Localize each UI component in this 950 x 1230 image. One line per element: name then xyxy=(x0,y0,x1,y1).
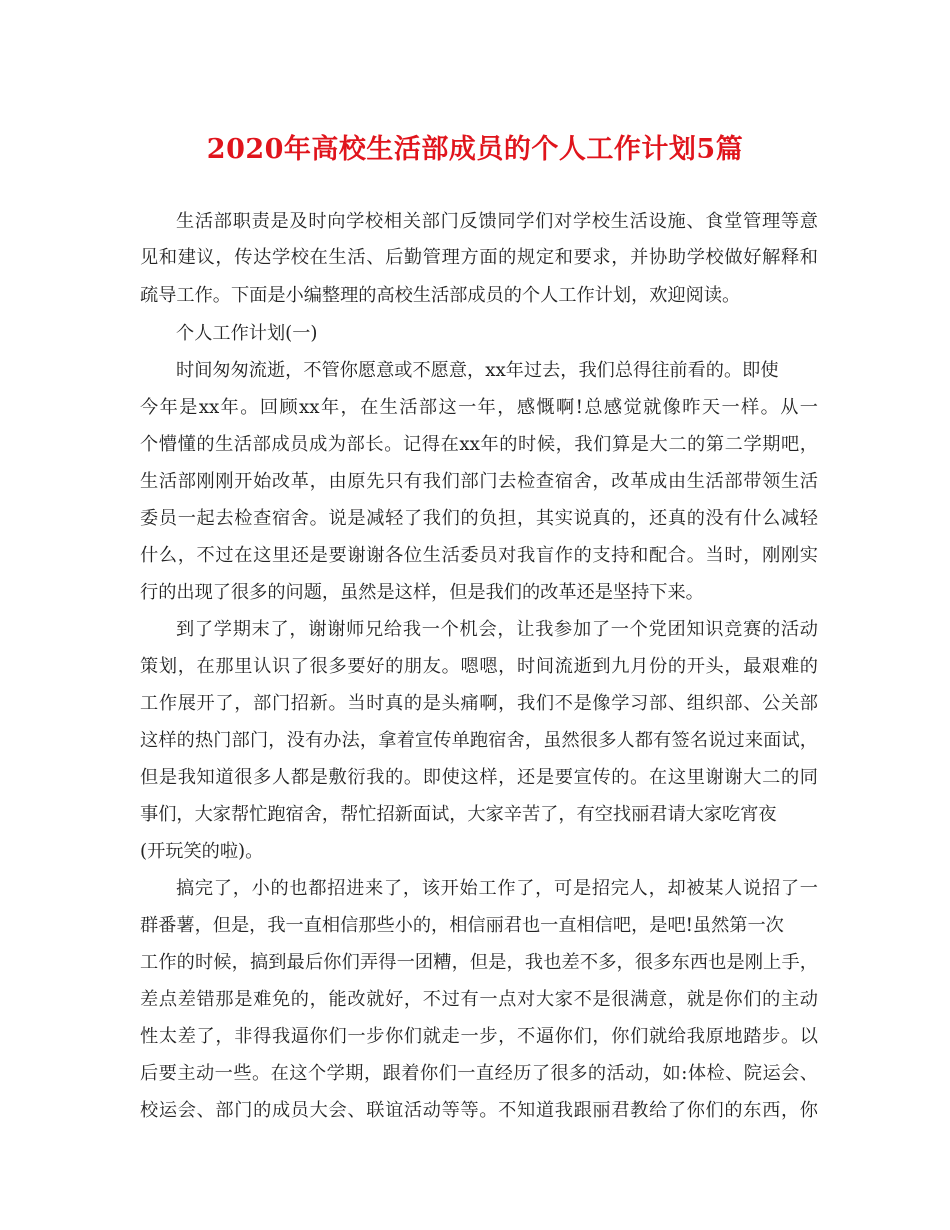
paragraph-line: 这样的热门部门，没有办法，拿着宣传单跑宿舍，虽然很多人都有签名说过来面试， xyxy=(140,730,818,751)
paragraph-line: 什么，不过在这里还是要谢谢各位生活委员对我盲作的支持和配合。当时，刚刚实 xyxy=(140,545,818,566)
paragraph-line: 行的出现了很多的问题，虽然是这样，但是我们的改革还是坚持下来。 xyxy=(140,582,704,603)
paragraph-line: 时间匆匆流逝，不管你愿意或不愿意，xx年过去，我们总得往前看的。即使 xyxy=(176,360,779,381)
paragraph-line: 工作展开了，部门招新。当时真的是头痛啊，我们不是像学习部、组织部、公关部 xyxy=(140,693,818,714)
paragraph-line: 工作的时候，搞到最后你们弄得一团糟，但是，我也差不多，很多东西也是刚上手， xyxy=(140,952,818,973)
paragraph-line: 疏导工作。下面是小编整理的高校生活部成员的个人工作计划，欢迎阅读。 xyxy=(140,285,741,306)
paragraph-line: 性太差了，非得我逼你们一步你们就走一步，不逼你们，你们就给我原地踏步。以 xyxy=(140,1026,818,1047)
paragraph-line: 事们，大家帮忙跑宿舍，帮忙招新面试，大家辛苦了，有空找丽君请大家吃宵夜 xyxy=(140,804,777,825)
paragraph-line: 个懵懂的生活部成员成为部长。记得在xx年的时候，我们算是大二的第二学期吧， xyxy=(140,434,818,455)
paragraph-line: 生活部职责是及时向学校相关部门反馈同学们对学校生活设施、食堂管理等意 xyxy=(176,211,818,232)
paragraph-line: 群番薯，但是，我一直相信那些小的，相信丽君也一直相信吧，是吧!虽然第一次 xyxy=(140,915,784,936)
paragraph-line: 后要主动一些。在这个学期，跟着你们一直经历了很多的活动，如:体检、院运会、 xyxy=(140,1063,818,1084)
paragraph-line: (开玩笑的啦)。 xyxy=(140,841,264,862)
section-heading: 个人工作计划(一) xyxy=(176,323,318,344)
paragraph-line: 生活部刚刚开始改革，由原先只有我们部门去检查宿舍，改革成由生活部带领生活 xyxy=(140,471,818,492)
paragraph-line: 到了学期末了，谢谢师兄给我一个机会，让我参加了一个党团知识竞赛的活动 xyxy=(176,619,818,640)
paragraph-line: 搞完了，小的也都招进来了，该开始工作了，可是招完人，却被某人说招了一 xyxy=(176,878,818,899)
paragraph-line: 今年是xx年。回顾xx年，在生活部这一年，感慨啊!总感觉就像昨天一样。从一 xyxy=(140,397,818,418)
paragraph-line: 策划，在那里认识了很多要好的朋友。嗯嗯，时间流逝到九月份的开头，最艰难的 xyxy=(140,656,818,677)
paragraph-line: 见和建议，传达学校在生活、后勤管理方面的规定和要求，并协助学校做好解释和 xyxy=(140,247,818,268)
paragraph-line: 委员一起去检查宿舍。说是减轻了我们的负担，其实说真的，还真的没有什么减轻 xyxy=(140,508,818,529)
paragraph-line: 但是我知道很多人都是敷衍我的。即使这样，还是要宣传的。在这里谢谢大二的同 xyxy=(140,767,818,788)
paragraph-line: 差点差错那是难免的，能改就好，不过有一点对大家不是很满意，就是你们的主动 xyxy=(140,989,818,1010)
document-title: 2020年高校生活部成员的个人工作计划5篇 xyxy=(206,134,744,165)
paragraph-line: 校运会、部门的成员大会、联谊活动等等。不知道我跟丽君教给了你们的东西，你 xyxy=(140,1100,818,1121)
